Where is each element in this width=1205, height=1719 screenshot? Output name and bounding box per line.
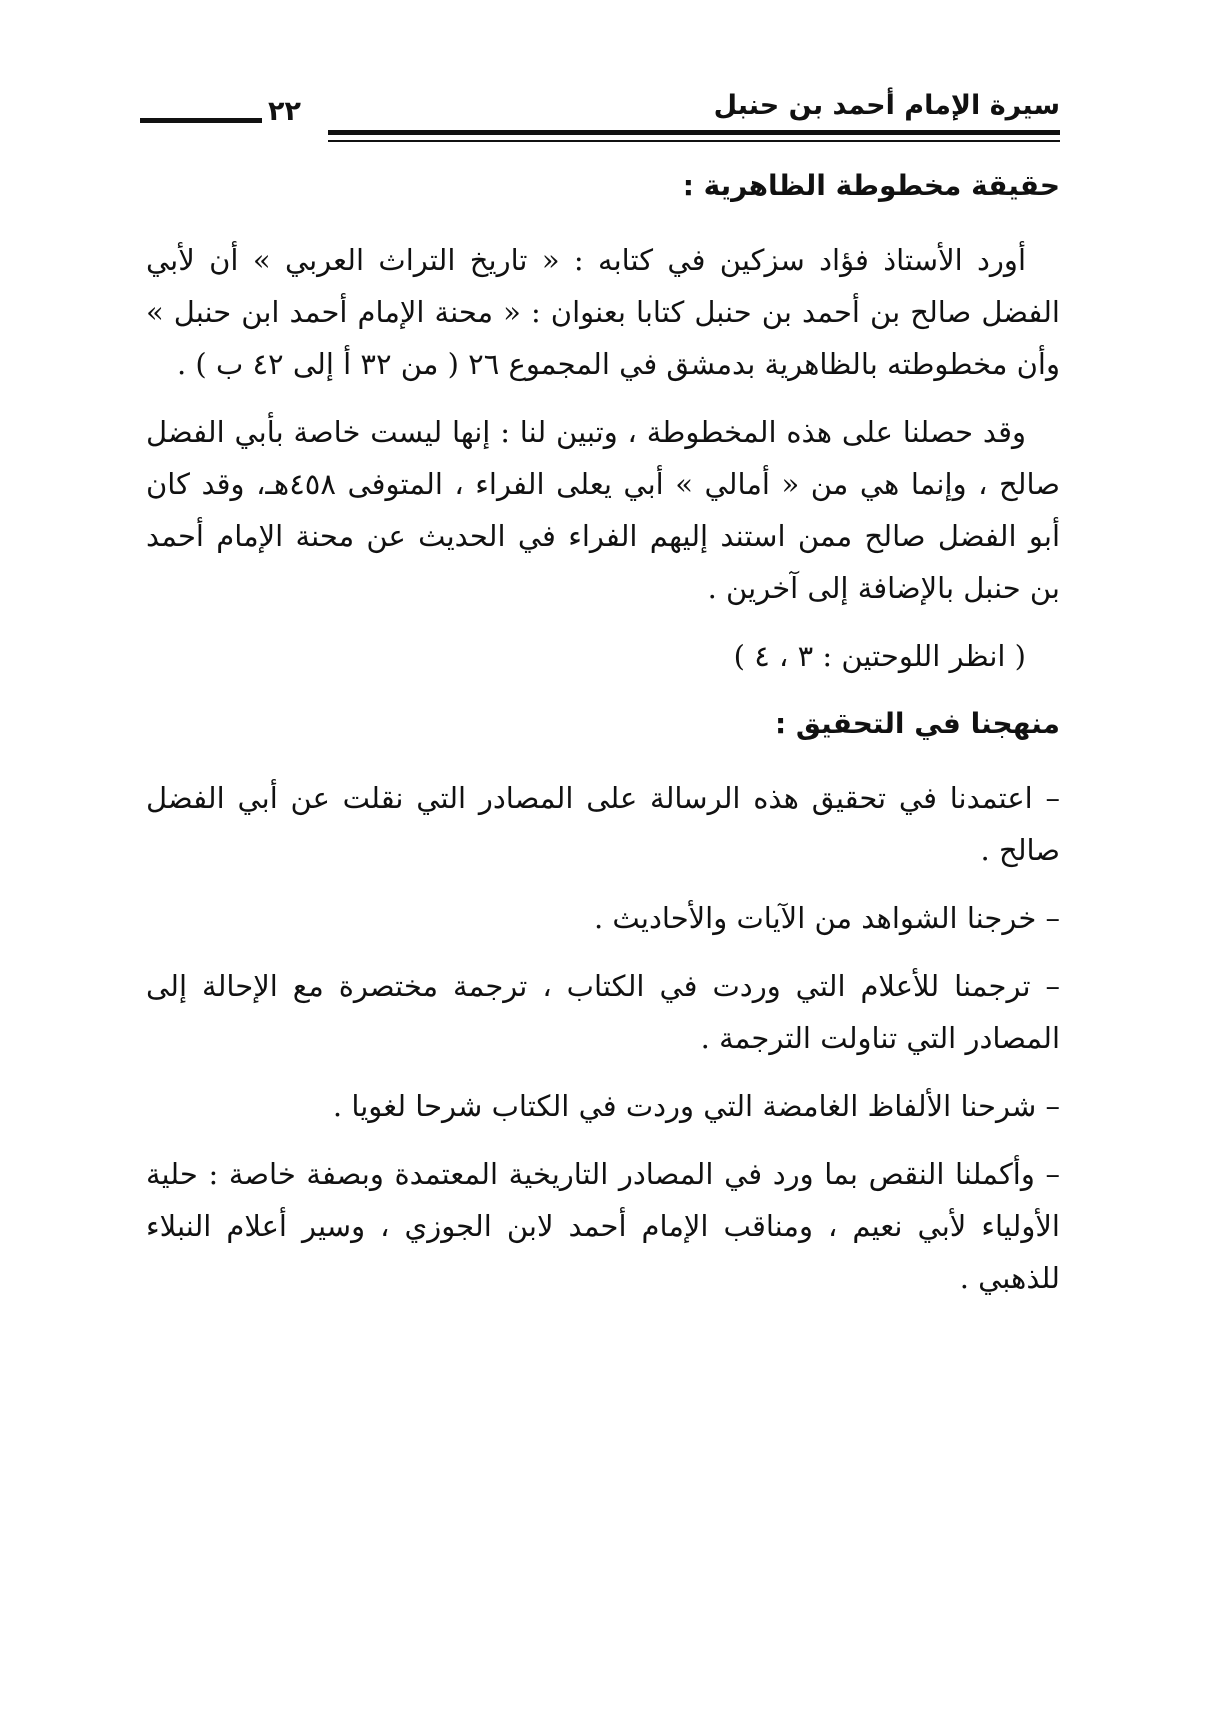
method-item: – اعتمدنا في تحقيق هذه الرسالة على المصادر التي نقلت عن أبي الفضل صالح . bbox=[146, 781, 1060, 867]
header-rule-thin bbox=[328, 140, 1060, 142]
page-number: ٢٢ bbox=[268, 96, 301, 127]
section-heading-methodology: منهجنا في التحقيق : bbox=[774, 707, 1060, 740]
header-rule-thick bbox=[328, 130, 1060, 135]
method-item: – ترجمنا للأعلام التي وردت في الكتاب ، ترجمة مختصرة مع الإحالة إلى المصادر التي تناولت الترجمة . bbox=[146, 969, 1060, 1055]
method-item: – شرحنا الألفاظ الغامضة التي وردت في الكتاب شرحا لغويا . bbox=[332, 1089, 1060, 1123]
running-title: سيرة الإمام أحمد بن حنبل bbox=[713, 90, 1060, 121]
method-item: – وأكملنا النقص بما ورد في المصادر التاريخية المعتمدة وبصفة خاصة : حلية الأولياء لأبي نعيم ، ومناقب الإمام أحمد لابن الجوزي ، وسير أعلام النبلاء للذهبي . bbox=[146, 1157, 1060, 1295]
paragraph-sezgin: أورد الأستاذ فؤاد سزكين في كتابه : « تاريخ التراث العربي » أن لأبي الفضل صالح بن أحمد بن حنبل كتابا بعنوان : « محنة الإمام أحمد ابن حنبل » وأن مخطوطته بالظاهرية بدمشق في المجموع ٢٦ ( من ٣٢ أ إلى ٤٢ ب ) . bbox=[146, 243, 1060, 381]
page-body bbox=[146, 160, 1060, 1320]
page-number-rule bbox=[140, 118, 262, 123]
paragraph-manuscript-origin: وقد حصلنا على هذه المخطوطة ، وتبين لنا : إنها ليست خاصة بأبي الفضل صالح ، وإنما هي من « أمالي » أبي يعلى الفراء ، المتوفى ٤٥٨هـ، وقد كان أبو الفضل صالح ممن استند إليهم الفراء في الحديث عن محنة الإمام أحمد بن حنبل بالإضافة إلى آخرين . bbox=[146, 415, 1060, 605]
plates-reference: ( انظر اللوحتين : ٣ ، ٤ ) bbox=[733, 639, 1026, 673]
section-heading-manuscript: حقيقة مخطوطة الظاهرية : bbox=[682, 169, 1060, 202]
method-item: – خرجنا الشواهد من الآيات والأحاديث . bbox=[593, 901, 1060, 935]
page-header bbox=[140, 84, 1060, 144]
